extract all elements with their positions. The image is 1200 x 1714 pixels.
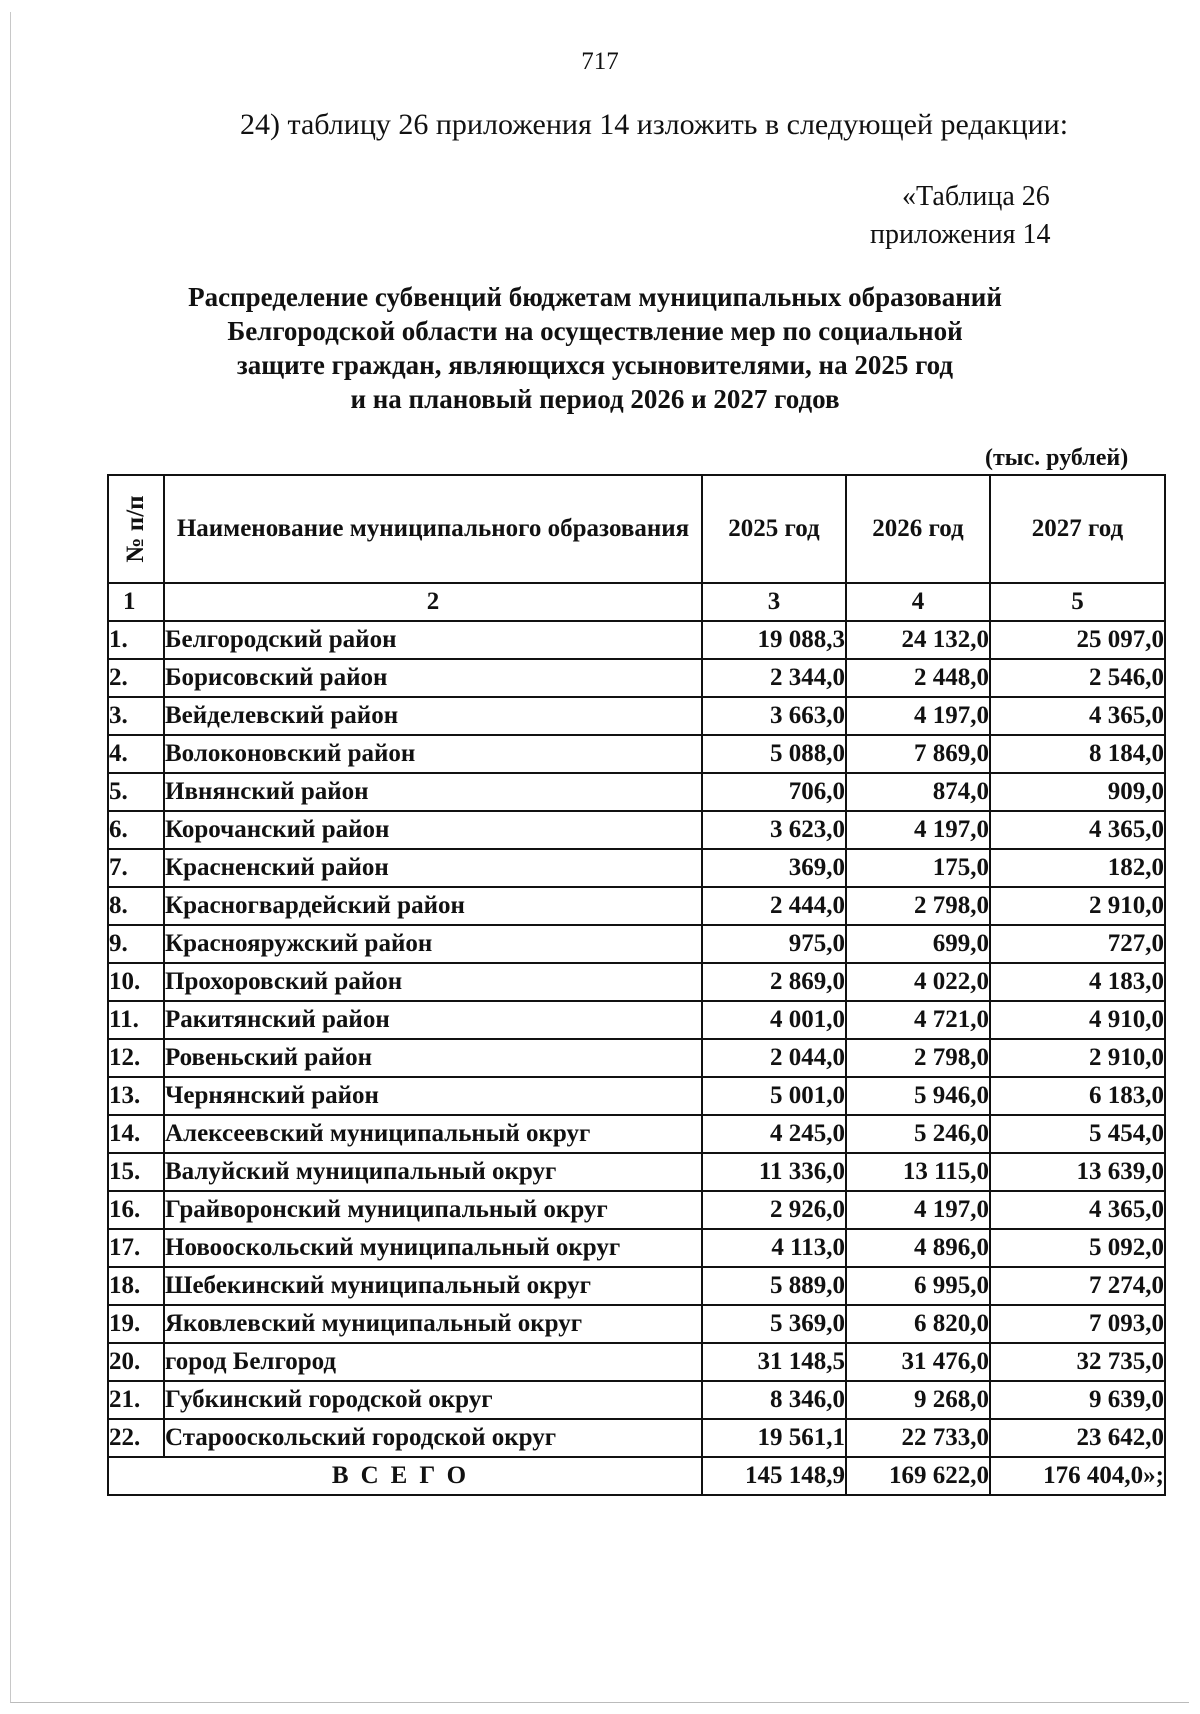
header-2027: 2027 год bbox=[990, 475, 1165, 583]
value-2027: 182,0 bbox=[990, 849, 1165, 887]
row-number: 22. bbox=[108, 1419, 164, 1457]
municipality-name: Волоконовский район bbox=[164, 735, 702, 773]
table-row bbox=[108, 925, 1165, 963]
value-2027: 32 735,0 bbox=[990, 1343, 1165, 1381]
value-2027: 5 092,0 bbox=[990, 1229, 1165, 1267]
value-2027: 4 910,0 bbox=[990, 1001, 1165, 1039]
table-row bbox=[108, 659, 1165, 697]
row-number: 3. bbox=[108, 697, 164, 735]
value-2025: 8 346,0 bbox=[702, 1381, 846, 1419]
table-row bbox=[108, 1153, 1165, 1191]
municipality-name: Чернянский район bbox=[164, 1077, 702, 1115]
header-number bbox=[108, 475, 164, 583]
value-2025: 19 088,3 bbox=[702, 621, 846, 659]
value-2026: 4 197,0 bbox=[846, 811, 990, 849]
value-2026: 6 820,0 bbox=[846, 1305, 990, 1343]
value-2027: 909,0 bbox=[990, 773, 1165, 811]
column-number: 5 bbox=[990, 583, 1165, 621]
row-number: 16. bbox=[108, 1191, 164, 1229]
value-2026: 6 995,0 bbox=[846, 1267, 990, 1305]
value-2025: 5 369,0 bbox=[702, 1305, 846, 1343]
value-2025: 11 336,0 bbox=[702, 1153, 846, 1191]
row-number: 1. bbox=[108, 621, 164, 659]
table-row bbox=[108, 1267, 1165, 1305]
municipality-name: Прохоровский район bbox=[164, 963, 702, 1001]
column-number: 1 bbox=[108, 583, 164, 621]
value-2026: 4 022,0 bbox=[846, 963, 990, 1001]
value-2026: 2 798,0 bbox=[846, 887, 990, 925]
value-2025: 19 561,1 bbox=[702, 1419, 846, 1457]
value-2027: 4 183,0 bbox=[990, 963, 1165, 1001]
table-row bbox=[108, 1115, 1165, 1153]
value-2026: 175,0 bbox=[846, 849, 990, 887]
value-2027: 7 093,0 bbox=[990, 1305, 1165, 1343]
title-line: Белгородской области на осуществление мер по социальной bbox=[227, 316, 963, 346]
value-2025: 5 001,0 bbox=[702, 1077, 846, 1115]
municipality-name: Ракитянский район bbox=[164, 1001, 702, 1039]
municipality-name: Белгородский район bbox=[164, 621, 702, 659]
value-2026: 2 798,0 bbox=[846, 1039, 990, 1077]
municipality-name: Краснояружский район bbox=[164, 925, 702, 963]
municipality-name: Алексеевский муниципальный округ bbox=[164, 1115, 702, 1153]
page-number: 717 bbox=[581, 48, 619, 75]
column-number: 2 bbox=[164, 583, 702, 621]
table-row bbox=[108, 773, 1165, 811]
municipality-name: Валуйский муниципальный округ bbox=[164, 1153, 702, 1191]
row-number: 18. bbox=[108, 1267, 164, 1305]
value-2025: 4 113,0 bbox=[702, 1229, 846, 1267]
value-2025: 5 889,0 bbox=[702, 1267, 846, 1305]
row-number: 13. bbox=[108, 1077, 164, 1115]
document-title bbox=[130, 280, 1060, 416]
table-row bbox=[108, 1001, 1165, 1039]
value-2027: 5 454,0 bbox=[990, 1115, 1165, 1153]
value-2025: 5 088,0 bbox=[702, 735, 846, 773]
total-label: ВСЕГО bbox=[108, 1457, 702, 1495]
value-2026: 4 197,0 bbox=[846, 1191, 990, 1229]
value-2027: 7 274,0 bbox=[990, 1267, 1165, 1305]
value-2026: 4 721,0 bbox=[846, 1001, 990, 1039]
municipality-name: Красногвардейский район bbox=[164, 887, 702, 925]
row-number: 5. bbox=[108, 773, 164, 811]
table-row bbox=[108, 1343, 1165, 1381]
value-2027: 727,0 bbox=[990, 925, 1165, 963]
value-2025: 706,0 bbox=[702, 773, 846, 811]
table-row bbox=[108, 1039, 1165, 1077]
caption-line-2: приложения 14 bbox=[870, 219, 1051, 250]
value-2026: 7 869,0 bbox=[846, 735, 990, 773]
row-number: 2. bbox=[108, 659, 164, 697]
table-header-row bbox=[108, 475, 1165, 583]
value-2025: 975,0 bbox=[702, 925, 846, 963]
value-2025: 4 245,0 bbox=[702, 1115, 846, 1153]
value-2026: 22 733,0 bbox=[846, 1419, 990, 1457]
row-number: 14. bbox=[108, 1115, 164, 1153]
table-row bbox=[108, 963, 1165, 1001]
value-2026: 5 246,0 bbox=[846, 1115, 990, 1153]
subvention-table bbox=[107, 474, 1166, 1496]
column-number: 4 bbox=[846, 583, 990, 621]
table-row bbox=[108, 621, 1165, 659]
value-2027: 2 910,0 bbox=[990, 887, 1165, 925]
header-2025: 2025 год bbox=[702, 475, 846, 583]
value-2025: 2 444,0 bbox=[702, 887, 846, 925]
municipality-name: Ровеньский район bbox=[164, 1039, 702, 1077]
total-row bbox=[108, 1457, 1165, 1495]
table-row bbox=[108, 1229, 1165, 1267]
table-caption bbox=[870, 178, 1051, 254]
column-numbers-row bbox=[108, 583, 1165, 621]
row-number: 8. bbox=[108, 887, 164, 925]
total-2025: 145 148,9 bbox=[702, 1457, 846, 1495]
value-2025: 2 869,0 bbox=[702, 963, 846, 1001]
title-line: Распределение субвенций бюджетам муниципальных образований bbox=[188, 282, 1002, 312]
value-2026: 2 448,0 bbox=[846, 659, 990, 697]
municipality-name: Красненский район bbox=[164, 849, 702, 887]
header-name: Наименование муниципального образования bbox=[164, 475, 702, 583]
value-2025: 4 001,0 bbox=[702, 1001, 846, 1039]
header-2026: 2026 год bbox=[846, 475, 990, 583]
value-2027: 4 365,0 bbox=[990, 697, 1165, 735]
header-number-label: № п/п bbox=[122, 495, 149, 563]
value-2026: 699,0 bbox=[846, 925, 990, 963]
row-number: 11. bbox=[108, 1001, 164, 1039]
row-number: 19. bbox=[108, 1305, 164, 1343]
units-label: (тыс. рублей) bbox=[985, 445, 1129, 471]
table-row bbox=[108, 697, 1165, 735]
value-2025: 31 148,5 bbox=[702, 1343, 846, 1381]
total-2027: 176 404,0»; bbox=[990, 1457, 1165, 1495]
value-2027: 2 546,0 bbox=[990, 659, 1165, 697]
instruction-text: 24) таблицу 26 приложения 14 изложить в следующей редакции: bbox=[240, 108, 1069, 141]
value-2026: 9 268,0 bbox=[846, 1381, 990, 1419]
municipality-name: Шебекинский муниципальный округ bbox=[164, 1267, 702, 1305]
municipality-name: город Белгород bbox=[164, 1343, 702, 1381]
row-number: 15. bbox=[108, 1153, 164, 1191]
table-row bbox=[108, 1077, 1165, 1115]
table-row bbox=[108, 1191, 1165, 1229]
title-line: защите граждан, являющихся усыновителями, на 2025 год bbox=[236, 350, 954, 380]
row-number: 12. bbox=[108, 1039, 164, 1077]
municipality-name: Ивнянский район bbox=[164, 773, 702, 811]
table-row bbox=[108, 1419, 1165, 1457]
value-2026: 4 896,0 bbox=[846, 1229, 990, 1267]
table-row bbox=[108, 887, 1165, 925]
table-row bbox=[108, 849, 1165, 887]
municipality-name: Вейделевский район bbox=[164, 697, 702, 735]
municipality-name: Грайворонский муниципальный округ bbox=[164, 1191, 702, 1229]
row-number: 21. bbox=[108, 1381, 164, 1419]
value-2027: 4 365,0 bbox=[990, 1191, 1165, 1229]
row-number: 9. bbox=[108, 925, 164, 963]
column-number: 3 bbox=[702, 583, 846, 621]
title-line: и на плановый период 2026 и 2027 годов bbox=[350, 384, 840, 414]
municipality-name: Губкинский городской округ bbox=[164, 1381, 702, 1419]
value-2026: 4 197,0 bbox=[846, 697, 990, 735]
value-2026: 31 476,0 bbox=[846, 1343, 990, 1381]
table-row bbox=[108, 1305, 1165, 1343]
value-2025: 369,0 bbox=[702, 849, 846, 887]
municipality-name: Яковлевский муниципальный округ bbox=[164, 1305, 702, 1343]
caption-line-1: «Таблица 26 bbox=[902, 181, 1050, 212]
municipality-name: Новооскольский муниципальный округ bbox=[164, 1229, 702, 1267]
row-number: 7. bbox=[108, 849, 164, 887]
value-2025: 3 623,0 bbox=[702, 811, 846, 849]
table-row bbox=[108, 1381, 1165, 1419]
municipality-name: Корочанский район bbox=[164, 811, 702, 849]
value-2026: 13 115,0 bbox=[846, 1153, 990, 1191]
row-number: 17. bbox=[108, 1229, 164, 1267]
value-2027: 13 639,0 bbox=[990, 1153, 1165, 1191]
value-2027: 8 184,0 bbox=[990, 735, 1165, 773]
value-2027: 4 365,0 bbox=[990, 811, 1165, 849]
value-2026: 874,0 bbox=[846, 773, 990, 811]
row-number: 10. bbox=[108, 963, 164, 1001]
value-2027: 9 639,0 bbox=[990, 1381, 1165, 1419]
value-2026: 24 132,0 bbox=[846, 621, 990, 659]
value-2025: 2 926,0 bbox=[702, 1191, 846, 1229]
table-row bbox=[108, 811, 1165, 849]
row-number: 20. bbox=[108, 1343, 164, 1381]
value-2027: 2 910,0 bbox=[990, 1039, 1165, 1077]
row-number: 6. bbox=[108, 811, 164, 849]
value-2027: 23 642,0 bbox=[990, 1419, 1165, 1457]
value-2025: 3 663,0 bbox=[702, 697, 846, 735]
value-2027: 6 183,0 bbox=[990, 1077, 1165, 1115]
table-row bbox=[108, 735, 1165, 773]
value-2026: 5 946,0 bbox=[846, 1077, 990, 1115]
value-2025: 2 344,0 bbox=[702, 659, 846, 697]
value-2025: 2 044,0 bbox=[702, 1039, 846, 1077]
municipality-name: Борисовский район bbox=[164, 659, 702, 697]
row-number: 4. bbox=[108, 735, 164, 773]
municipality-name: Старооскольский городской округ bbox=[164, 1419, 702, 1457]
total-2026: 169 622,0 bbox=[846, 1457, 990, 1495]
value-2027: 25 097,0 bbox=[990, 621, 1165, 659]
